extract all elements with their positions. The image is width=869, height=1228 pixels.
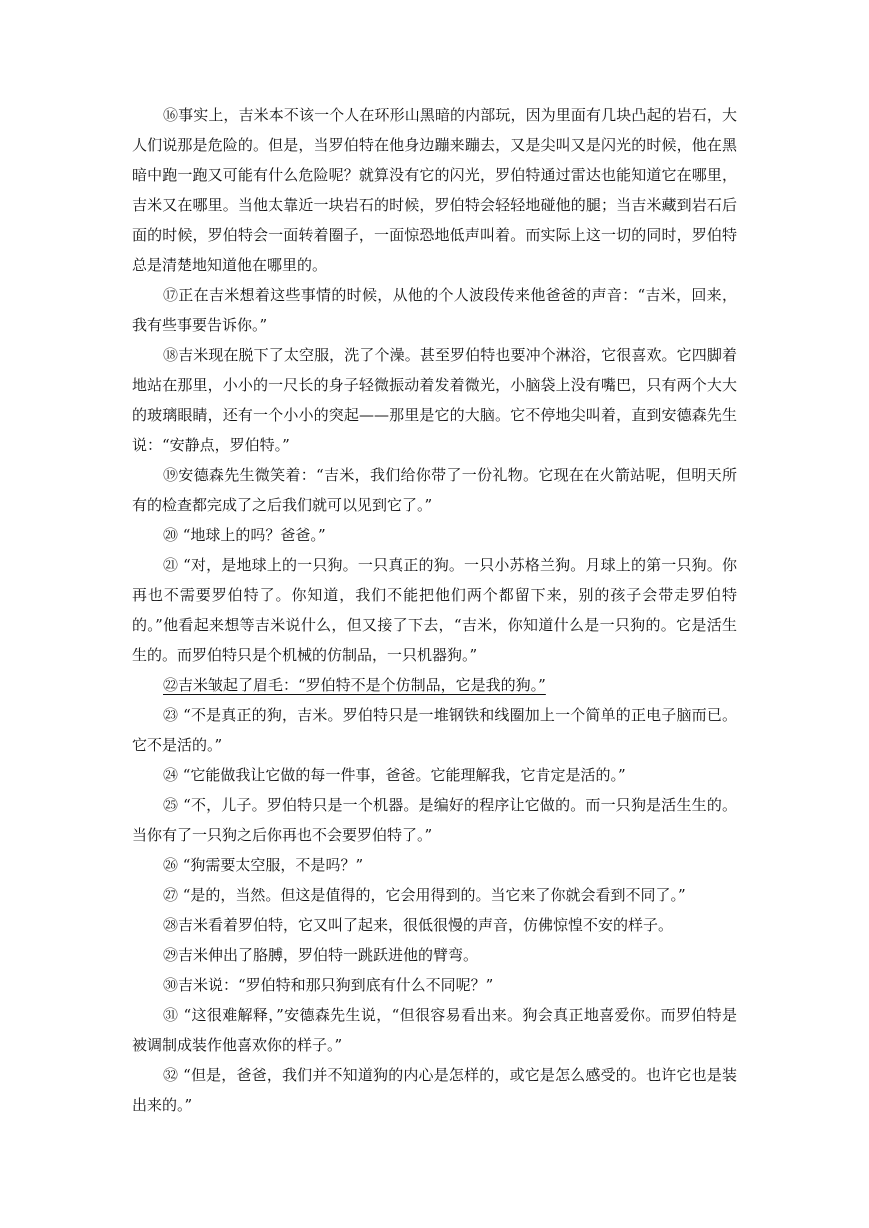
paragraph-25: ㉕ “不，儿子。罗伯特只是一个机器。是编好的程序让它做的。而一只狗是活生生的。当你有了一只狗之后你再也不会要罗伯特了。” [132,796,737,844]
paragraph-20: ⑳ “地球上的吗？爸爸。” [163,526,326,544]
paragraph-21: ㉑ “对，是地球上的一只狗。一只真正的狗。一只小苏格兰狗。月球上的第一只狗。你再也不需要罗伯特了。你知道，我们不能把他们两个都留下来，别的孩子会带走罗伯特的。”他看起来想等吉米说什么，但又接了下去，“吉米，你知道什么是一只狗的。它是活生生的。而罗伯特只是个机械的仿制品，一只机器狗。” [132,556,737,664]
paragraph-26: ㉖ “狗需要太空服，不是吗？” [163,856,364,874]
paragraph-30: ㉚吉米说：“罗伯特和那只狗到底有什么不同呢？” [163,976,494,994]
paragraph-32: ㉜ “但是，爸爸，我们并不知道狗的内心是怎样的，或它是怎么感受的。也许它也是装出来的。” [132,1066,737,1114]
story-text [132,100,737,1120]
underlined-sentence: ㉒吉米皱起了眉毛：“罗伯特不是个仿制品，它是我的狗。” [163,676,546,694]
paragraph-16: ⑯事实上，吉米本不该一个人在环形山黑暗的内部玩，因为里面有几块凸起的岩石，大人们说那是危险的。但是，当罗伯特在他身边蹦来蹦去，又是尖叫又是闪光的时候，他在黑暗中跑一跑又可能有什么危险呢？就算没有它的闪光，罗伯特通过雷达也能知道它在哪里，吉米又在哪里。当他太靠近一块岩石的时候，罗伯特会轻轻地碰他的腿；当吉米藏到岩石后面的时候，罗伯特会一面转着圈子，一面惊恐地低声叫着。而实际上这一切的同时，罗伯特总是清楚地知道他在哪里的。 [132,106,737,274]
paragraph-29: ㉙吉米伸出了胳膊，罗伯特一跳跃进他的臂弯。 [163,946,479,964]
paragraph-19: ⑲安德森先生微笑着：“吉米，我们给你带了一份礼物。它现在在火箭站呢，但明天所有的检查都完成了之后我们就可以见到它了。” [132,466,737,514]
paragraph-27: ㉗ “是的，当然。但这是值得的，它会用得到的。当它来了你就会看到不同了。” [163,886,686,904]
paragraph-31: ㉛ “这很难解释，”安德森先生说，“但很容易看出来。狗会真正地喜爱你。而罗伯特是被调制成装作他喜欢你的样子。” [132,1006,737,1054]
paragraph-23: ㉓ “不是真正的狗，吉米。罗伯特只是一堆钢铁和线圈加上一个简单的正电子脑而已。它不是活的。” [132,706,737,754]
paragraph-18: ⑱吉米现在脱下了太空服，洗了个澡。甚至罗伯特也要冲个淋浴，它很喜欢。它四脚着地站在那里，小小的一尺长的身子轻微振动着发着微光，小脑袋上没有嘴巴，只有两个大大的玻璃眼睛，还有一个小小的突起——那里是它的大脑。它不停地尖叫着，直到安德森先生说：“安静点，罗伯特。” [132,346,737,454]
paragraph-22-underlined [132,670,737,700]
paragraph-28: ㉘吉米看着罗伯特，它又叫了起来，很低很慢的声音，仿佛惊惶不安的样子。 [163,916,674,934]
paragraph-24: ㉔ “它能做我让它做的每一件事，爸爸。它能理解我，它肯定是活的。” [163,766,626,784]
paragraph-17: ⑰正在吉米想着这些事情的时候，从他的个人波段传来他爸爸的声音：“吉米，回来，我有些事要告诉你。” [132,286,737,334]
